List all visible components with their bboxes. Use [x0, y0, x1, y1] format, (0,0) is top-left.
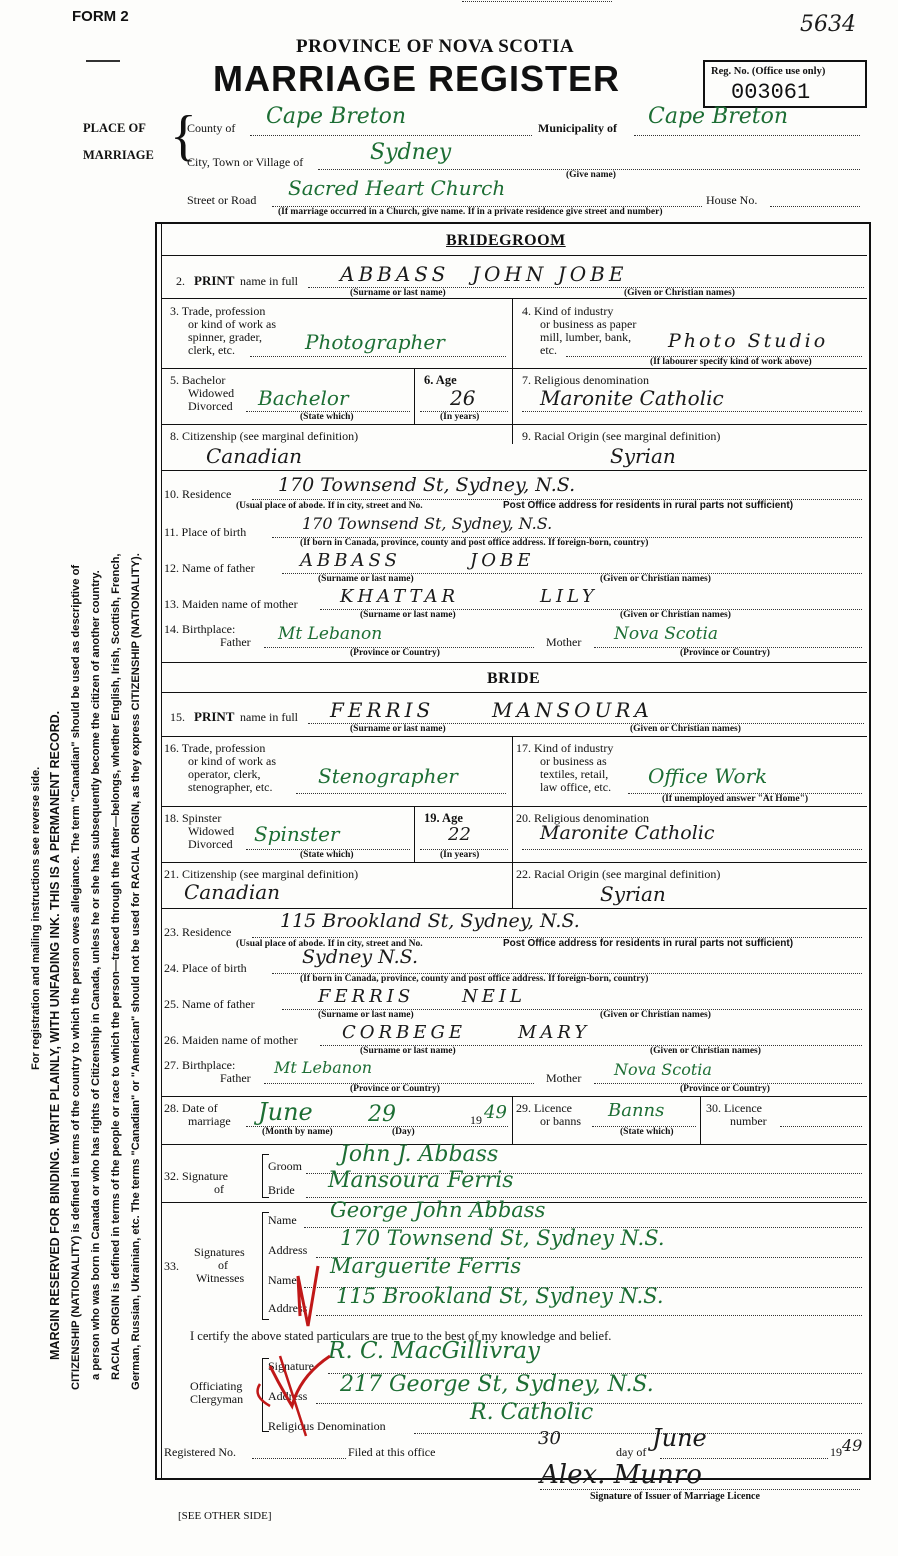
- marriage-month: June: [258, 1098, 313, 1126]
- bride-prov-note-father: (Province or Country): [350, 1084, 440, 1094]
- bride-birth-value: Sydney N.S.: [302, 946, 418, 968]
- groom-mother-given: LILY: [540, 586, 598, 607]
- bride-father-label: 25. Name of father: [164, 997, 255, 1011]
- sig-label-l1: 32. Signature: [164, 1169, 228, 1183]
- licence-l2: or banns: [540, 1114, 581, 1128]
- certify-text: I certify the above stated particulars are true to the best of my knowledge and belief.: [190, 1329, 612, 1343]
- clergy-signature-word: Signature: [268, 1359, 314, 1373]
- bride-father-surname: FERRIS: [318, 986, 415, 1007]
- groom-prov-note-father: (Province or Country): [350, 648, 440, 658]
- bride-mother-surname-note: (Surname or last name): [360, 1046, 456, 1056]
- bride-citizen-label: 21. Citizenship (see marginal definition): [164, 867, 359, 881]
- bride-residence-label: 23. Residence: [164, 925, 232, 939]
- bride-surname-note: (Surname or last name): [350, 724, 446, 734]
- marriage-year-prefix: 19: [470, 1113, 482, 1127]
- bride-prov-note-mother: (Province or Country): [680, 1084, 770, 1094]
- licence-no-l1: 30. Licence: [706, 1101, 762, 1115]
- rule: [414, 1432, 862, 1434]
- groom-birthplace-label: 14. Birthplace:: [164, 622, 236, 636]
- w2-name: Marguerite Ferris: [330, 1254, 522, 1278]
- rule: [512, 1096, 513, 1144]
- rule: [161, 368, 867, 369]
- groom-father-given-note: (Given or Christian names): [600, 574, 711, 584]
- groom-birth-note: (If born in Canada, province, county and post office address. If foreign-born, country): [300, 538, 649, 548]
- issuer-label: Signature of Issuer of Marriage Licence: [590, 1491, 760, 1502]
- w1-name: George John Abbass: [330, 1198, 546, 1222]
- filed-year: 49: [842, 1436, 863, 1455]
- groom-industry-l3: mill, lumber, bank,: [540, 330, 632, 344]
- groom-birthplace-mother-word: Mother: [546, 635, 582, 649]
- bride-mother-given: MARY: [518, 1022, 591, 1043]
- bride-racial-label: 22. Racial Origin (see marginal definition): [516, 867, 721, 881]
- groom-mother-birthplace: Nova Scotia: [614, 624, 719, 644]
- groom-trade-l2: or kind of work as: [188, 317, 276, 331]
- frame-inner-left: [161, 222, 162, 1478]
- groom-mother-given-note: (Given or Christian names): [620, 610, 731, 620]
- witness-num: 33.: [164, 1259, 179, 1273]
- registered-label: Registered No.: [164, 1445, 236, 1459]
- bride-age-label: 19. Age: [424, 811, 463, 825]
- rule: [700, 1096, 701, 1144]
- marriage-date-l2: marriage: [188, 1114, 231, 1128]
- bride-industry-l2: or business as: [540, 754, 607, 768]
- bride-status-l1: 18. Spinster: [164, 811, 222, 825]
- house-line: [770, 205, 860, 207]
- groom-given-note: (Given or Christian names): [624, 288, 735, 298]
- groom-father-birthplace: Mt Lebanon: [278, 624, 383, 644]
- groom-birthplace-father-word: Father: [220, 635, 251, 649]
- groom-state-note: (State which): [300, 412, 354, 422]
- rule: [252, 1457, 346, 1459]
- groom-birth-label: 11. Place of birth: [164, 525, 247, 539]
- municipality-line: [634, 134, 860, 136]
- filed-month: June: [652, 1424, 707, 1452]
- w2-address-word: Address: [268, 1301, 308, 1315]
- groom-industry-value: Photo Studio: [668, 330, 829, 352]
- bride-word: Bride: [268, 1183, 295, 1197]
- groom-industry-note: (If labourer specify kind of work above): [650, 357, 812, 367]
- groom-residence-label: 10. Residence: [164, 487, 232, 501]
- place-brace: {: [170, 105, 197, 167]
- rule: [161, 424, 867, 425]
- give-name-note: (Give name): [566, 170, 616, 180]
- county-value: Cape Breton: [266, 104, 407, 129]
- bride-residence-note-b: Post Office address for residents in rural parts not sufficient): [503, 938, 794, 949]
- city-label: City, Town or Village of: [187, 155, 304, 169]
- street-note: (If marriage occurred in a Church, give name. If in a private residence give street and number): [278, 207, 663, 217]
- groom-trade-value: Photographer: [305, 330, 445, 354]
- form-number: FORM 2: [72, 8, 129, 25]
- bride-birthplace-mother-word: Mother: [546, 1071, 582, 1085]
- bride-trade-l3: operator, clerk,: [188, 767, 261, 781]
- bride-father-given: NEIL: [462, 986, 526, 1007]
- reg-no-value: 003061: [731, 80, 811, 105]
- groom-religion-value: Maronite Catholic: [540, 386, 724, 410]
- groom-prov-note-mother: (Province or Country): [680, 648, 770, 658]
- groom-father-surname: ABBASS: [300, 550, 401, 571]
- bride-surname: FERRIS: [330, 698, 435, 722]
- licence-no-l2: number: [730, 1114, 767, 1128]
- filed-year-prefix: 19: [830, 1445, 842, 1459]
- bride-status-value: Spinster: [254, 822, 340, 846]
- bride-given-note: (Given or Christian names): [630, 724, 741, 734]
- house-label: House No.: [706, 193, 758, 207]
- groom-word: Groom: [268, 1159, 302, 1173]
- rule: [161, 255, 867, 256]
- bride-state-note: (State which): [300, 850, 354, 860]
- clergy-address-word: Address: [268, 1389, 308, 1403]
- rule: [512, 862, 513, 908]
- groom-industry-l2: or business as paper: [540, 317, 637, 331]
- bride-trade-l1: 16. Trade, profession: [164, 741, 266, 755]
- rule: [316, 1314, 862, 1316]
- w1-address-word: Address: [268, 1243, 308, 1257]
- groom-name-num: 2.: [176, 274, 185, 288]
- rule: [462, 0, 612, 2]
- rule: [161, 736, 867, 737]
- rule: [512, 298, 513, 444]
- day-of-label: day of: [616, 1445, 647, 1459]
- rule: [522, 848, 862, 850]
- groom-residence-note-a: (Usual place of abode. If in city, street and No.: [236, 501, 423, 511]
- groom-signature: John J. Abbass: [340, 1142, 499, 1167]
- groom-trade-l3: spinner, grader,: [188, 330, 263, 344]
- groom-father-surname-note: (Surname or last name): [318, 574, 414, 584]
- licence-state-note: (State which): [620, 1127, 674, 1137]
- margin-instructions: For registration and mailing instructions see reverse side.: [30, 766, 42, 1070]
- reg-no-box: [703, 60, 867, 108]
- reg-no-label: Reg. No. (Office use only): [711, 66, 826, 77]
- groom-residence-note-b: Post Office address for residents in rural parts not sufficient): [503, 500, 794, 511]
- municipality-label: Municipality of: [538, 121, 618, 135]
- county-label: County of: [187, 121, 236, 135]
- groom-status-l3: Divorced: [188, 399, 233, 413]
- rule: [522, 410, 862, 412]
- rule: [161, 662, 867, 663]
- filed-day: 30: [538, 1428, 561, 1449]
- bride-racial-value: Syrian: [600, 882, 666, 906]
- bride-religion-value: Maronite Catholic: [540, 822, 715, 844]
- rule: [414, 806, 415, 862]
- bride-father-surname-note: (Surname or last name): [318, 1010, 414, 1020]
- groom-years-note: (In years): [440, 412, 480, 422]
- groom-status-l1: 5. Bachelor: [170, 373, 226, 387]
- marriage-day: 29: [368, 1102, 396, 1127]
- red-check-marks: [240, 1256, 360, 1446]
- bride-name-label: name in full: [240, 710, 298, 724]
- groom-given: JOHN JOBE: [472, 262, 628, 286]
- rule: [414, 368, 415, 424]
- margin-citizenship-2: a person who was born in Canada or who has rights of Citizenship in Canada, unless he or she has subsequently become the citizen of another country.: [90, 570, 102, 1380]
- filed-label: Filed at this office: [348, 1445, 436, 1459]
- groom-surname: ABBASS: [340, 262, 450, 286]
- groom-mother-label: 13. Maiden name of mother: [164, 597, 298, 611]
- groom-birth-value: 170 Townsend St, Sydney, N.S.: [302, 514, 553, 533]
- groom-age-label: 6. Age: [424, 373, 457, 387]
- city-value: Sydney: [370, 140, 452, 165]
- groom-surname-note: (Surname or last name): [350, 288, 446, 298]
- groom-father-given: JOBE: [470, 550, 535, 571]
- groom-name-label: name in full: [240, 274, 298, 288]
- bride-father-birthplace: Mt Lebanon: [274, 1058, 373, 1077]
- bride-status-l2: Widowed: [188, 824, 235, 838]
- clergy-religious-word: Religious Denomination: [268, 1419, 386, 1433]
- groom-religion-label: 7. Religious denomination: [522, 373, 649, 387]
- bride-industry-l1: 17. Kind of industry: [516, 741, 614, 755]
- rule: [161, 1144, 867, 1145]
- bride-father-given-note: (Given or Christian names): [600, 1010, 711, 1020]
- bride-religion-label: 20. Religious denomination: [516, 811, 649, 825]
- groom-industry-l1: 4. Kind of industry: [522, 304, 614, 318]
- rule: [161, 470, 867, 471]
- bride-industry-value: Office Work: [648, 764, 768, 788]
- groom-section-title: BRIDEGROOM: [446, 232, 566, 249]
- groom-age-value: 26: [450, 386, 476, 410]
- bride-trade-l4: stenographer, etc.: [188, 780, 273, 794]
- marriage-year: 49: [484, 1102, 507, 1123]
- w1-address: 170 Townsend St, Sydney N.S.: [340, 1226, 665, 1250]
- form-underline: [86, 60, 120, 62]
- rule: [161, 862, 867, 863]
- bride-signature: Mansoura Ferris: [328, 1168, 514, 1193]
- bride-residence-note-a: (Usual place of abode. If in city, street and No.: [236, 939, 423, 949]
- clergy-signature: R. C. MacGillivray: [328, 1338, 540, 1364]
- w2-address: 115 Brookland St, Sydney N.S.: [336, 1284, 664, 1308]
- clergy-denomination: R. Catholic: [470, 1400, 594, 1425]
- clergy-address: 217 George St, Sydney, N.S.: [340, 1372, 654, 1397]
- rule: [250, 355, 506, 357]
- bride-birth-label: 24. Place of birth: [164, 961, 247, 975]
- municipality-value: Cape Breton: [648, 104, 789, 129]
- issuer-signature: Alex. Munro: [540, 1460, 702, 1490]
- margin-binding: MARGIN RESERVED FOR BINDING. WRITE PLAINLY, WITH UNFADING INK. THIS IS A PERMANENT RECORD.: [48, 710, 62, 1360]
- groom-name-print: PRINT: [194, 273, 235, 288]
- bride-given: MANSOURA: [492, 698, 653, 722]
- licence-l1: 29. Licence: [516, 1101, 572, 1115]
- bride-status-l3: Divorced: [188, 837, 233, 851]
- groom-mother-surname: KHATTAR: [340, 586, 460, 607]
- street-label: Street or Road: [187, 193, 257, 207]
- marriage-day-note: (Day): [392, 1127, 415, 1137]
- bride-age-value: 22: [448, 824, 471, 845]
- bride-mother-given-note: (Given or Christian names): [650, 1046, 761, 1056]
- province-title: PROVINCE OF NOVA SCOTIA: [296, 36, 575, 57]
- margin-citizenship-1: CITIZENSHIP (NATIONALITY) is defined in terms of the country to which the person owes allegiance. The term "Canadian" should be used as descriptive of: [70, 564, 82, 1390]
- rule: [660, 1457, 828, 1459]
- witness-label-l2: of: [218, 1258, 228, 1272]
- bride-industry-l4: law office, etc.: [540, 780, 612, 794]
- groom-status-l2: Widowed: [188, 386, 235, 400]
- sig-label-l2: of: [214, 1182, 224, 1196]
- witness-label-l1: Signatures: [194, 1245, 245, 1259]
- county-line: [250, 134, 532, 136]
- bride-residence-value: 115 Brookland St, Sydney, N.S.: [280, 910, 580, 932]
- w2-name-word: Name: [268, 1273, 297, 1287]
- clergy-label-l1: Officiating: [190, 1379, 243, 1393]
- groom-citizen-value: Canadian: [206, 444, 303, 468]
- groom-mother-surname-note: (Surname or last name): [360, 610, 456, 620]
- rule: [161, 908, 867, 909]
- groom-industry-l4: etc.: [540, 343, 557, 357]
- bride-birthplace-label: 27. Birthplace:: [164, 1058, 236, 1072]
- bride-years-note: (In years): [440, 850, 480, 860]
- groom-trade-l4: clerk, etc.: [188, 343, 235, 357]
- bride-trade-l2: or kind of work as: [188, 754, 276, 768]
- witness-label-l3: Witnesses: [196, 1271, 245, 1285]
- marriage-month-note: (Month by name): [262, 1127, 333, 1137]
- rule: [161, 806, 867, 807]
- rule: [296, 792, 506, 794]
- rule: [540, 1488, 860, 1490]
- marriage-label: MARRIAGE: [83, 148, 154, 162]
- groom-status-value: Bachelor: [258, 386, 349, 410]
- bride-citizen-value: Canadian: [184, 880, 281, 904]
- bride-birth-note: (If born in Canada, province, county and post office address. If foreign-born, country): [300, 974, 649, 984]
- bride-mother-surname: CORBEGE: [342, 1022, 466, 1043]
- rule: [161, 298, 867, 299]
- bride-trade-value: Stenographer: [318, 764, 458, 788]
- rule: [780, 1125, 862, 1127]
- w1-name-word: Name: [268, 1213, 297, 1227]
- rule: [512, 736, 513, 862]
- groom-trade-l1: 3. Trade, profession: [170, 304, 266, 318]
- groom-citizen-label: 8. Citizenship (see marginal definition): [170, 429, 359, 443]
- groom-residence-value: 170 Townsend St, Sydney, N.S.: [278, 474, 576, 496]
- rule: [161, 692, 867, 693]
- rule: [161, 1096, 867, 1097]
- groom-father-label: 12. Name of father: [164, 561, 255, 575]
- margin-racial-1: RACIAL ORIGIN is defined in terms of the people or race to which the person—traced through the father—belongs, whether English, Irish, Scottish, French,: [110, 553, 122, 1380]
- bride-mother-birthplace: Nova Scotia: [614, 1060, 712, 1079]
- marriage-date-l1: 28. Date of: [164, 1101, 218, 1115]
- bride-name-print: PRINT: [194, 709, 235, 724]
- register-title: MARRIAGE REGISTER: [213, 58, 621, 99]
- bride-mother-label: 26. Maiden name of mother: [164, 1033, 298, 1047]
- bride-industry-note: (If unemployed answer "At Home"): [662, 794, 809, 804]
- street-value: Sacred Heart Church: [288, 176, 506, 200]
- clergy-label-l2: Clergyman: [190, 1392, 244, 1406]
- groom-racial-label: 9. Racial Origin (see marginal definition): [522, 429, 721, 443]
- groom-racial-value: Syrian: [610, 444, 676, 468]
- licence-value: Banns: [608, 1100, 665, 1121]
- file-number: 5634: [800, 12, 856, 37]
- bride-section-title: BRIDE: [487, 670, 541, 687]
- margin-racial-2: German, Russian, Ukrainian, etc. The terms "Canadian" or "American" should not be used for RACIAL ORIGIN, as they express CITIZENSHIP (NATIONALITY).: [130, 553, 142, 1390]
- bride-birthplace-father-word: Father: [220, 1071, 251, 1085]
- bride-industry-l3: textiles, retail,: [540, 767, 609, 781]
- see-other-side: [SEE OTHER SIDE]: [178, 1510, 272, 1522]
- bride-name-num: 15.: [170, 710, 185, 724]
- place-label: PLACE OF: [83, 121, 146, 135]
